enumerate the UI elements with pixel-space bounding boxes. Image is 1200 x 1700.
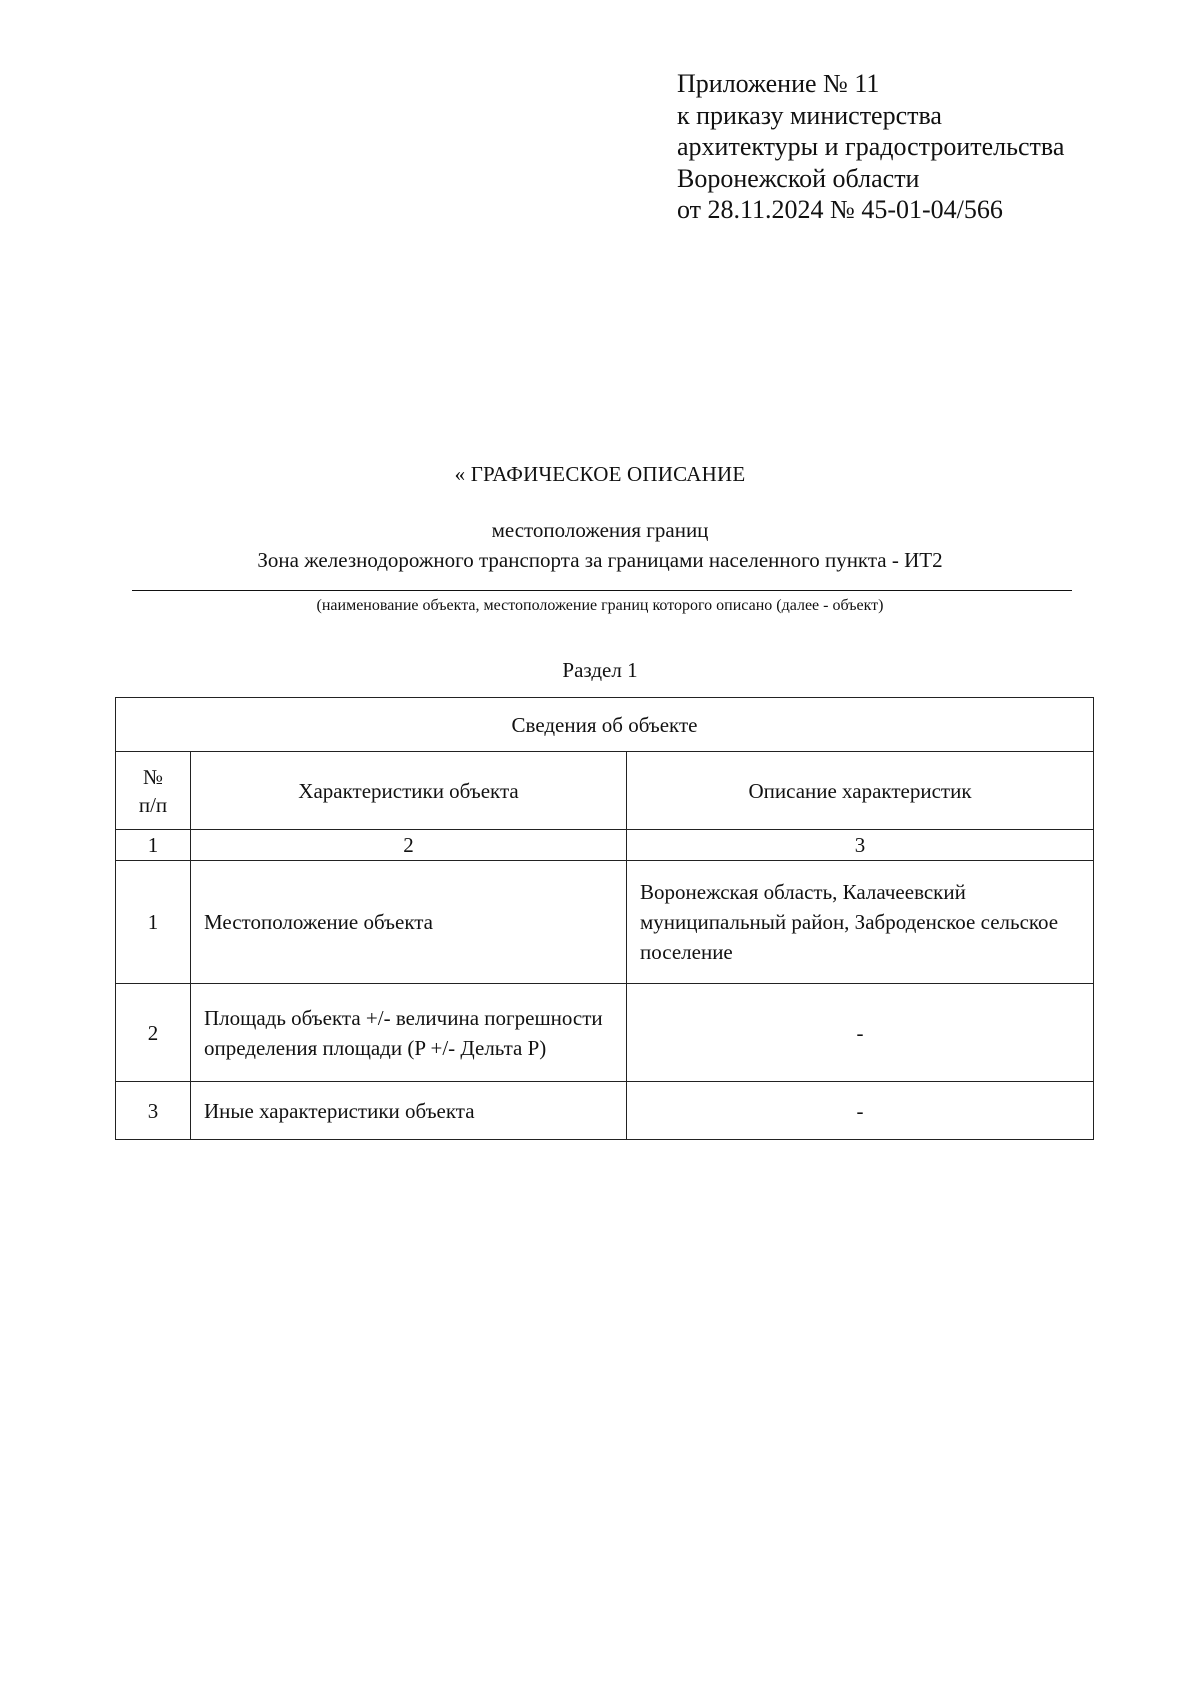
column-index-row — [116, 830, 1094, 861]
header-number — [116, 752, 191, 830]
row-characteristic: Иные характеристики объекта — [191, 1082, 627, 1140]
row-number: 3 — [116, 1082, 191, 1140]
row-characteristic: Площадь объекта +/- величина погрешности определения площади (P +/- Дельта P) — [191, 984, 627, 1082]
header-description: Описание характеристик — [627, 752, 1094, 830]
object-name-caption: (наименование объекта, местоположение границ которого описано (далее - объект) — [316, 597, 884, 614]
object-name-underline — [132, 590, 1072, 591]
appendix-reference — [677, 68, 1157, 226]
row-description: Воронежская область, Калачеевский муниципальный район, Заброденское сельское поселение — [627, 861, 1094, 984]
column-index: 2 — [191, 830, 627, 861]
table-row — [116, 1082, 1094, 1140]
table-row — [116, 984, 1094, 1082]
document-subtitle: местоположения границ — [491, 518, 709, 542]
object-name: Зона железнодорожного транспорта за границами населенного пункта - ИТ2 — [257, 548, 943, 572]
row-characteristic: Местоположение объекта — [191, 861, 627, 984]
header-characteristic: Характеристики объекта — [191, 752, 627, 830]
object-info-table — [115, 697, 1094, 1140]
appendix-line: к приказу министерства — [677, 100, 942, 130]
appendix-line: Приложение № 11 — [677, 69, 880, 98]
table-row — [116, 861, 1094, 984]
appendix-line: Воронежской области — [677, 163, 920, 193]
table-caption: Сведения об объекте — [116, 698, 1094, 752]
appendix-line: от 28.11.2024 № 45-01-04/566 — [677, 195, 1003, 224]
header-number-label: № п/п — [138, 764, 168, 817]
row-number: 2 — [116, 984, 191, 1082]
table-caption-row — [116, 698, 1094, 752]
table-header-row — [116, 752, 1094, 830]
row-number: 1 — [116, 861, 191, 984]
document-title: « ГРАФИЧЕСКОЕ ОПИСАНИЕ — [454, 462, 746, 486]
row-description: - — [627, 1082, 1094, 1140]
section-title: Раздел 1 — [562, 658, 638, 682]
column-index: 1 — [116, 830, 191, 861]
row-description: - — [627, 984, 1094, 1082]
column-index: 3 — [627, 830, 1094, 861]
appendix-line: архитектуры и градостроительства — [677, 132, 1065, 161]
